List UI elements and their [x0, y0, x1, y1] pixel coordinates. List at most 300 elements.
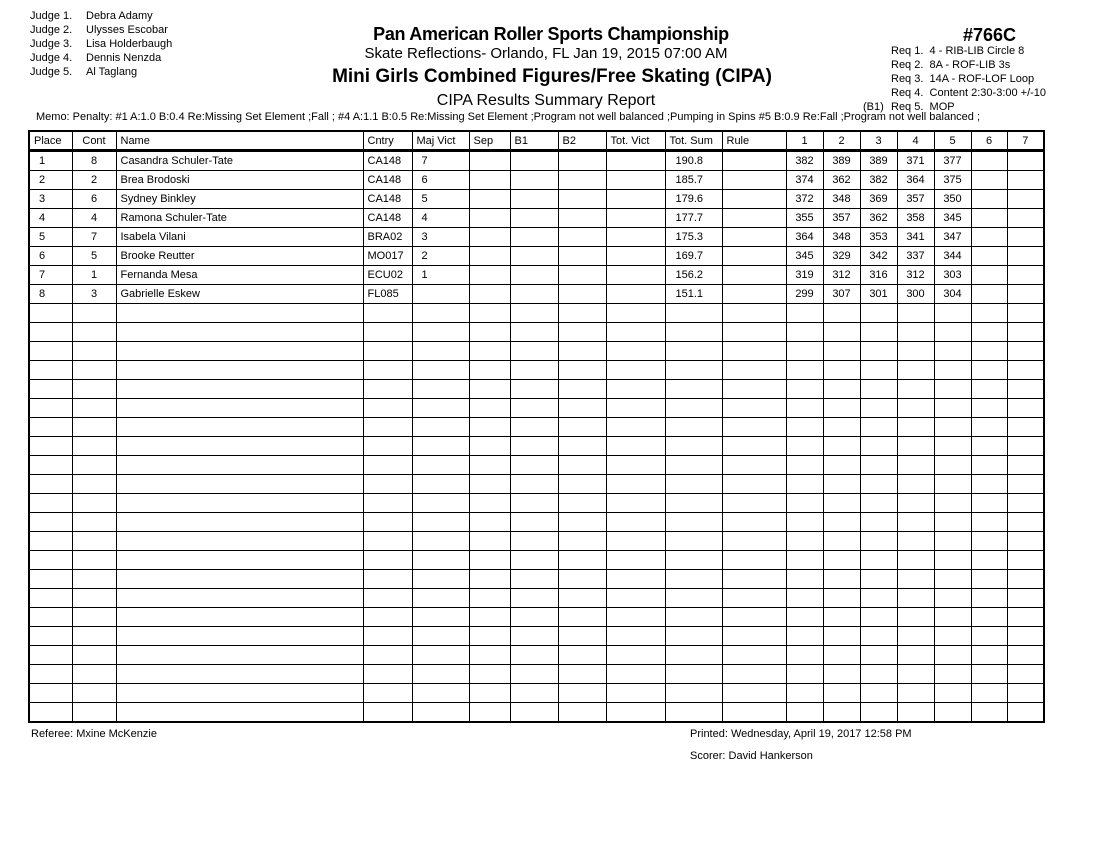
- empty-cell: [29, 475, 72, 494]
- empty-cell: [469, 494, 510, 513]
- empty-cell: [860, 570, 897, 589]
- empty-cell: [469, 361, 510, 380]
- empty-cell: [72, 475, 116, 494]
- empty-cell: [412, 570, 469, 589]
- cell-cntry: MO017: [363, 247, 412, 266]
- cell-j3: 369: [860, 190, 897, 209]
- cell-place: 4: [29, 209, 72, 228]
- empty-cell: [897, 494, 934, 513]
- venue-subtitle: Skate Reflections- Orlando, FL Jan 19, 2015 07:00 AM: [364, 45, 728, 62]
- empty-table-row: [29, 532, 1044, 551]
- judge-label: Judge 5.: [30, 66, 73, 78]
- empty-cell: [934, 494, 971, 513]
- empty-cell: [1007, 570, 1044, 589]
- empty-cell: [1007, 589, 1044, 608]
- empty-cell: [971, 703, 1007, 723]
- req-prefix: (B1): [863, 101, 884, 113]
- cell-sep: [469, 151, 510, 171]
- empty-cell: [786, 532, 823, 551]
- cell-b1: [510, 209, 558, 228]
- empty-cell: [722, 342, 786, 361]
- empty-cell: [823, 380, 860, 399]
- empty-cell: [786, 589, 823, 608]
- col-header-b1: B1: [510, 131, 558, 151]
- req-label: Req 5.: [891, 101, 924, 113]
- empty-cell: [860, 646, 897, 665]
- empty-cell: [934, 684, 971, 703]
- empty-cell: [971, 361, 1007, 380]
- empty-cell: [1007, 665, 1044, 684]
- empty-cell: [823, 361, 860, 380]
- cell-sep: [469, 285, 510, 304]
- cell-j7: [1007, 190, 1044, 209]
- empty-cell: [971, 608, 1007, 627]
- empty-cell: [971, 589, 1007, 608]
- empty-cell: [116, 456, 363, 475]
- scorer: Scorer: David Hankerson: [690, 750, 813, 762]
- cell-name: Isabela Vilani: [116, 228, 363, 247]
- empty-cell: [558, 513, 606, 532]
- empty-cell: [897, 703, 934, 723]
- empty-cell: [72, 627, 116, 646]
- empty-cell: [786, 627, 823, 646]
- empty-cell: [786, 608, 823, 627]
- empty-cell: [72, 323, 116, 342]
- cell-maj-vict: 1: [412, 266, 469, 285]
- col-header-name: Name: [116, 131, 363, 151]
- empty-cell: [860, 684, 897, 703]
- cell-b1: [510, 266, 558, 285]
- empty-cell: [363, 665, 412, 684]
- cell-tot-sum: 177.7: [665, 209, 722, 228]
- cell-b2: [558, 209, 606, 228]
- req-label: Req 3.: [891, 73, 924, 85]
- cell-j5: 375: [934, 171, 971, 190]
- empty-cell: [412, 646, 469, 665]
- empty-cell: [1007, 646, 1044, 665]
- empty-cell: [29, 570, 72, 589]
- empty-cell: [606, 665, 665, 684]
- cell-b1: [510, 190, 558, 209]
- judge-name: Lisa Holderbaugh: [86, 38, 173, 50]
- empty-cell: [72, 437, 116, 456]
- empty-cell: [116, 323, 363, 342]
- empty-cell: [29, 684, 72, 703]
- empty-cell: [971, 646, 1007, 665]
- championship-title: [0, 24, 1100, 45]
- empty-cell: [934, 589, 971, 608]
- empty-table-row: [29, 437, 1044, 456]
- empty-cell: [72, 418, 116, 437]
- empty-cell: [72, 304, 116, 323]
- empty-cell: [558, 323, 606, 342]
- empty-cell: [29, 399, 72, 418]
- empty-cell: [665, 304, 722, 323]
- cell-b1: [510, 151, 558, 171]
- empty-cell: [934, 418, 971, 437]
- empty-cell: [1007, 456, 1044, 475]
- requirement-4: [891, 86, 1046, 100]
- empty-cell: [971, 380, 1007, 399]
- empty-cell: [29, 551, 72, 570]
- empty-cell: [897, 399, 934, 418]
- cell-name: Casandra Schuler-Tate: [116, 151, 363, 171]
- empty-cell: [860, 608, 897, 627]
- col-header-judge-7: 7: [1007, 131, 1044, 151]
- empty-cell: [665, 323, 722, 342]
- empty-cell: [558, 627, 606, 646]
- cell-name: Gabrielle Eskew: [116, 285, 363, 304]
- empty-cell: [469, 627, 510, 646]
- empty-cell: [665, 437, 722, 456]
- empty-cell: [934, 323, 971, 342]
- judge-name: Debra Adamy: [86, 10, 153, 22]
- empty-cell: [1007, 551, 1044, 570]
- empty-cell: [934, 399, 971, 418]
- empty-cell: [116, 570, 363, 589]
- empty-cell: [897, 665, 934, 684]
- table-row: [29, 266, 1044, 285]
- col-header-cont: Cont: [72, 131, 116, 151]
- empty-cell: [412, 437, 469, 456]
- empty-cell: [510, 589, 558, 608]
- cell-j4: 337: [897, 247, 934, 266]
- empty-cell: [116, 513, 363, 532]
- empty-cell: [558, 361, 606, 380]
- judge-name: Ulysses Escobar: [86, 24, 168, 36]
- empty-cell: [72, 684, 116, 703]
- empty-cell: [665, 380, 722, 399]
- empty-cell: [722, 646, 786, 665]
- cell-name: Sydney Binkley: [116, 190, 363, 209]
- empty-cell: [363, 646, 412, 665]
- empty-cell: [606, 399, 665, 418]
- cell-j4: 371: [897, 151, 934, 171]
- empty-cell: [1007, 703, 1044, 723]
- empty-cell: [606, 684, 665, 703]
- empty-cell: [786, 380, 823, 399]
- empty-cell: [363, 304, 412, 323]
- empty-cell: [897, 418, 934, 437]
- cell-cntry: CA148: [363, 190, 412, 209]
- empty-cell: [29, 323, 72, 342]
- empty-cell: [971, 570, 1007, 589]
- empty-cell: [116, 494, 363, 513]
- empty-table-row: [29, 323, 1044, 342]
- empty-cell: [510, 608, 558, 627]
- empty-cell: [29, 380, 72, 399]
- empty-cell: [29, 437, 72, 456]
- cell-j4: 300: [897, 285, 934, 304]
- empty-cell: [786, 456, 823, 475]
- empty-cell: [934, 646, 971, 665]
- empty-cell: [363, 589, 412, 608]
- empty-table-row: [29, 608, 1044, 627]
- empty-cell: [469, 380, 510, 399]
- cell-b1: [510, 285, 558, 304]
- empty-cell: [363, 418, 412, 437]
- cell-maj-vict: 7: [412, 151, 469, 171]
- cell-b2: [558, 228, 606, 247]
- empty-cell: [1007, 361, 1044, 380]
- empty-cell: [860, 342, 897, 361]
- empty-cell: [897, 323, 934, 342]
- empty-cell: [363, 399, 412, 418]
- empty-cell: [116, 399, 363, 418]
- cell-cont: 3: [72, 285, 116, 304]
- empty-cell: [823, 665, 860, 684]
- empty-cell: [971, 399, 1007, 418]
- cell-j2: 389: [823, 151, 860, 171]
- empty-cell: [860, 323, 897, 342]
- empty-cell: [722, 418, 786, 437]
- empty-cell: [860, 532, 897, 551]
- cell-j2: 307: [823, 285, 860, 304]
- empty-cell: [558, 380, 606, 399]
- empty-cell: [29, 627, 72, 646]
- empty-cell: [606, 475, 665, 494]
- cell-tot-vict: [606, 190, 665, 209]
- empty-cell: [510, 551, 558, 570]
- cell-tot-vict: [606, 247, 665, 266]
- referee: Referee: Mxine McKenzie: [31, 728, 157, 740]
- empty-cell: [72, 570, 116, 589]
- req-text: Content 2:30-3:00 +/-10: [929, 87, 1047, 99]
- empty-cell: [823, 437, 860, 456]
- empty-cell: [786, 399, 823, 418]
- empty-cell: [412, 304, 469, 323]
- empty-cell: [786, 513, 823, 532]
- empty-cell: [116, 361, 363, 380]
- empty-cell: [897, 608, 934, 627]
- empty-cell: [722, 665, 786, 684]
- empty-cell: [510, 532, 558, 551]
- empty-table-row: [29, 627, 1044, 646]
- empty-cell: [665, 513, 722, 532]
- empty-cell: [412, 380, 469, 399]
- cell-tot-sum: 179.6: [665, 190, 722, 209]
- empty-cell: [363, 608, 412, 627]
- cell-cont: 1: [72, 266, 116, 285]
- col-header-place: Place: [29, 131, 72, 151]
- empty-table-row: [29, 703, 1044, 723]
- empty-cell: [116, 703, 363, 723]
- empty-cell: [606, 361, 665, 380]
- empty-cell: [786, 418, 823, 437]
- empty-cell: [934, 475, 971, 494]
- cell-tot-vict: [606, 171, 665, 190]
- empty-cell: [934, 532, 971, 551]
- cell-rule: [722, 247, 786, 266]
- empty-cell: [412, 456, 469, 475]
- empty-cell: [860, 304, 897, 323]
- empty-cell: [558, 570, 606, 589]
- empty-cell: [412, 608, 469, 627]
- cell-sep: [469, 190, 510, 209]
- empty-cell: [665, 551, 722, 570]
- cell-j5: 303: [934, 266, 971, 285]
- empty-cell: [665, 627, 722, 646]
- empty-cell: [363, 513, 412, 532]
- empty-cell: [363, 684, 412, 703]
- empty-cell: [897, 646, 934, 665]
- empty-cell: [665, 494, 722, 513]
- judge-name: Al Taglang: [86, 66, 138, 78]
- cell-j5: 350: [934, 190, 971, 209]
- cell-tot-vict: [606, 285, 665, 304]
- cell-tot-vict: [606, 266, 665, 285]
- empty-cell: [116, 627, 363, 646]
- empty-cell: [860, 589, 897, 608]
- empty-cell: [510, 665, 558, 684]
- empty-cell: [934, 304, 971, 323]
- cell-place: 5: [29, 228, 72, 247]
- empty-cell: [897, 627, 934, 646]
- cell-j3: 316: [860, 266, 897, 285]
- cell-cntry: BRA02: [363, 228, 412, 247]
- empty-cell: [363, 551, 412, 570]
- empty-cell: [823, 494, 860, 513]
- empty-cell: [1007, 380, 1044, 399]
- empty-cell: [722, 494, 786, 513]
- empty-cell: [1007, 399, 1044, 418]
- cell-j6: [971, 247, 1007, 266]
- empty-cell: [823, 342, 860, 361]
- empty-cell: [116, 665, 363, 684]
- empty-cell: [971, 684, 1007, 703]
- empty-cell: [469, 570, 510, 589]
- req-text: 8A - ROF-LIB 3s: [929, 59, 1011, 71]
- cell-j1: 382: [786, 151, 823, 171]
- empty-cell: [1007, 304, 1044, 323]
- cell-j4: 357: [897, 190, 934, 209]
- empty-cell: [786, 494, 823, 513]
- cell-maj-vict: 5: [412, 190, 469, 209]
- empty-cell: [934, 665, 971, 684]
- empty-cell: [722, 703, 786, 723]
- empty-cell: [363, 570, 412, 589]
- col-header-judge-1: 1: [786, 131, 823, 151]
- empty-cell: [934, 627, 971, 646]
- empty-cell: [412, 551, 469, 570]
- empty-cell: [971, 418, 1007, 437]
- empty-cell: [412, 342, 469, 361]
- empty-cell: [897, 475, 934, 494]
- empty-cell: [510, 342, 558, 361]
- empty-cell: [665, 532, 722, 551]
- cell-j6: [971, 151, 1007, 171]
- empty-table-row: [29, 570, 1044, 589]
- empty-cell: [860, 418, 897, 437]
- cell-j2: 362: [823, 171, 860, 190]
- cell-j5: 345: [934, 209, 971, 228]
- empty-cell: [897, 342, 934, 361]
- empty-cell: [665, 570, 722, 589]
- empty-cell: [558, 456, 606, 475]
- empty-cell: [412, 361, 469, 380]
- empty-cell: [722, 380, 786, 399]
- empty-cell: [469, 323, 510, 342]
- empty-cell: [469, 399, 510, 418]
- empty-cell: [363, 627, 412, 646]
- empty-cell: [558, 399, 606, 418]
- empty-cell: [897, 437, 934, 456]
- empty-cell: [510, 570, 558, 589]
- cell-j3: 362: [860, 209, 897, 228]
- cell-place: 6: [29, 247, 72, 266]
- table-row: [29, 151, 1044, 171]
- cell-name: Ramona Schuler-Tate: [116, 209, 363, 228]
- empty-cell: [934, 513, 971, 532]
- empty-cell: [1007, 532, 1044, 551]
- empty-cell: [363, 475, 412, 494]
- col-header-judge-4: 4: [897, 131, 934, 151]
- empty-cell: [72, 513, 116, 532]
- empty-cell: [786, 304, 823, 323]
- col-header-judge-2: 2: [823, 131, 860, 151]
- empty-cell: [606, 323, 665, 342]
- empty-cell: [786, 570, 823, 589]
- empty-cell: [72, 646, 116, 665]
- cell-b1: [510, 228, 558, 247]
- cell-place: 1: [29, 151, 72, 171]
- empty-cell: [823, 399, 860, 418]
- empty-cell: [72, 399, 116, 418]
- empty-cell: [606, 380, 665, 399]
- empty-cell: [29, 703, 72, 723]
- cell-j5: 347: [934, 228, 971, 247]
- empty-cell: [606, 646, 665, 665]
- cell-j7: [1007, 209, 1044, 228]
- cell-maj-vict: 6: [412, 171, 469, 190]
- empty-cell: [363, 323, 412, 342]
- results-body: [29, 151, 1044, 723]
- empty-cell: [665, 646, 722, 665]
- empty-cell: [116, 418, 363, 437]
- empty-cell: [469, 684, 510, 703]
- empty-cell: [116, 532, 363, 551]
- empty-cell: [469, 304, 510, 323]
- empty-cell: [1007, 475, 1044, 494]
- judge-label: Judge 1.: [30, 10, 73, 22]
- empty-cell: [934, 570, 971, 589]
- empty-cell: [469, 665, 510, 684]
- empty-cell: [823, 323, 860, 342]
- cell-sep: [469, 209, 510, 228]
- cell-j2: 348: [823, 228, 860, 247]
- empty-cell: [510, 627, 558, 646]
- empty-cell: [786, 646, 823, 665]
- empty-cell: [971, 475, 1007, 494]
- cell-cont: 8: [72, 151, 116, 171]
- empty-cell: [1007, 608, 1044, 627]
- empty-cell: [897, 380, 934, 399]
- empty-cell: [1007, 684, 1044, 703]
- empty-cell: [823, 513, 860, 532]
- empty-cell: [72, 532, 116, 551]
- requirement-3: [891, 72, 1046, 86]
- empty-cell: [823, 475, 860, 494]
- empty-cell: [558, 475, 606, 494]
- empty-table-row: [29, 361, 1044, 380]
- empty-cell: [412, 589, 469, 608]
- cell-b2: [558, 171, 606, 190]
- empty-cell: [1007, 418, 1044, 437]
- empty-cell: [72, 608, 116, 627]
- event-number: #766C: [963, 25, 1017, 45]
- empty-cell: [510, 475, 558, 494]
- empty-cell: [469, 418, 510, 437]
